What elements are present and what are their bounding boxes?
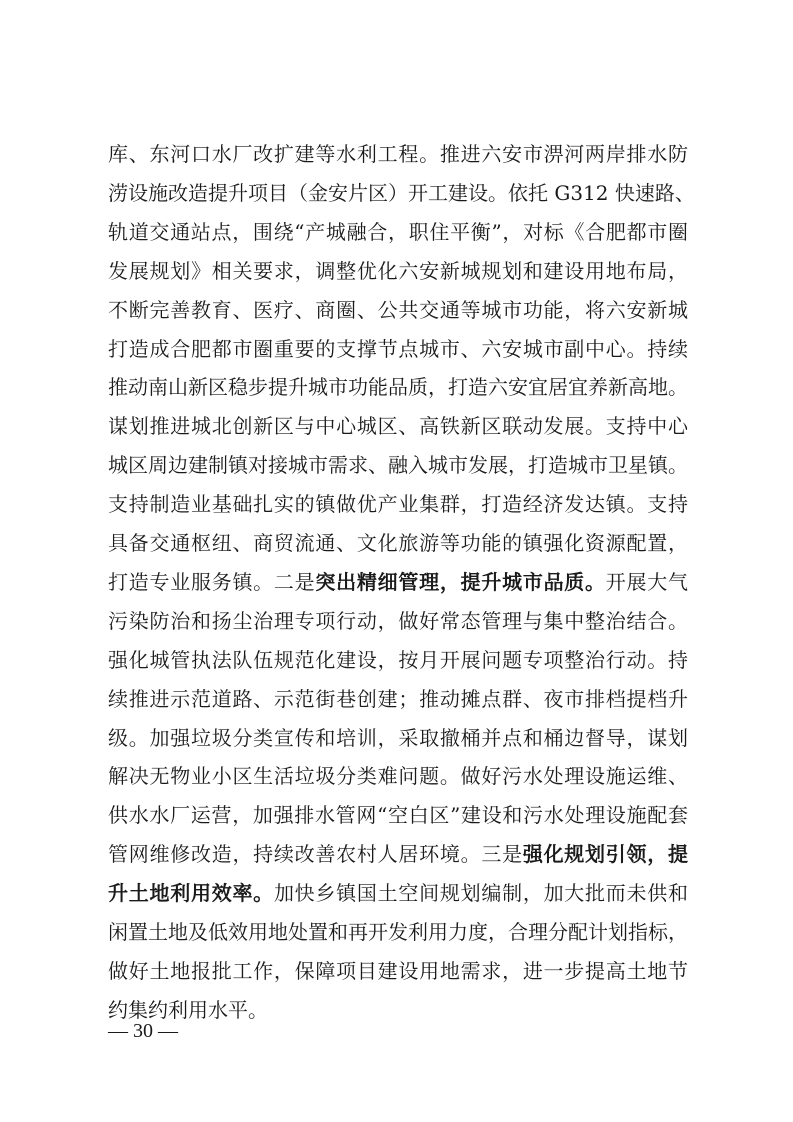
text-segment: 城区周边建制镇对接城市需求、融入城市发展，打造城市卫星镇。 xyxy=(108,453,688,478)
text-segment: 开展大气 xyxy=(605,569,689,594)
text-line xyxy=(108,840,688,868)
text-line xyxy=(108,762,688,790)
text-line xyxy=(108,373,688,401)
text-segment: 做好土地报批工作，保障项目建设用地需求，进一步提高土地节 xyxy=(108,958,688,983)
text-line xyxy=(108,918,688,946)
text-line xyxy=(108,801,688,829)
text-line xyxy=(108,879,688,907)
text-line xyxy=(108,490,688,518)
text-line xyxy=(108,451,688,479)
text-segment: 解决无物业小区生活垃圾分类难问题。做好污水处理设施运维、 xyxy=(108,764,688,789)
text-segment: 不断完善教育、医疗、商圈、公共交通等城市功能，将六安新城 xyxy=(108,297,688,322)
text-segment: 污染防治和扬尘治理专项行动，做好常态管理与集中整治结合。 xyxy=(108,608,688,633)
bold-text: 强化规划引领，提 xyxy=(522,842,689,867)
text-line xyxy=(108,996,688,1024)
text-segment: 续推进示范道路、示范街巷创建；推动摊点群、夜市排档提档升 xyxy=(108,686,688,711)
text-segment: 打造专业服务镇。二是 xyxy=(108,569,316,594)
text-segment: 轨道交通站点，围绕“产城融合，职住平衡”，对标《合肥都市圈 xyxy=(108,219,688,244)
text-line xyxy=(108,957,688,985)
text-line xyxy=(108,296,688,324)
text-line xyxy=(108,646,688,674)
text-line xyxy=(108,218,688,246)
text-line xyxy=(108,140,688,168)
text-segment: 支持制造业基础扎实的镇做优产业集群，打造经济发达镇。支持 xyxy=(108,492,688,517)
text-segment: 推动南山新区稳步提升城市功能品质，打造六安宜居宜养新高地。 xyxy=(108,375,688,400)
text-line xyxy=(108,412,688,440)
text-segment: 具备交通枢纽、商贸流通、文化旅游等功能的镇强化资源配置， xyxy=(108,531,688,555)
text-segment: 闲置土地及低效用地处置和再开发利用力度，合理分配计划指标， xyxy=(108,920,688,944)
page-number: — 30 — xyxy=(108,1020,178,1042)
text-line xyxy=(108,607,688,635)
text-segment: 约集约利用水平。 xyxy=(108,997,268,1022)
text-line xyxy=(108,724,688,752)
text-line xyxy=(108,568,688,596)
text-line xyxy=(108,257,688,285)
text-segment: 发展规划》相关要求，调整优化六安新城规划和建设用地布局， xyxy=(108,258,688,283)
bold-text: 升土地利用效率。 xyxy=(108,881,274,906)
text-segment: 库、东河口水厂改扩建等水利工程。推进六安市淠河两岸排水防 xyxy=(108,142,688,166)
text-line xyxy=(108,529,688,557)
text-segment: 供水水厂运营，加强排水管网“空白区”建设和污水处理设施配套 xyxy=(108,803,688,828)
bold-text: 突出精细管理，提升城市品质。 xyxy=(315,569,606,594)
text-segment: 管网维修改造，持续改善农村人居环境。三是 xyxy=(108,842,523,867)
text-segment: 谋划推进城北创新区与中心城区、高铁新区联动发展。支持中心 xyxy=(108,414,688,439)
text-line xyxy=(108,335,688,363)
text-line xyxy=(108,179,695,207)
text-segment: 级。加强垃圾分类宣传和培训，采取撤桶并点和桶边督导，谋划 xyxy=(108,725,688,750)
text-segment: 涝设施改造提升项目（金安片区）开工建设。依托 G312 快速路、 xyxy=(108,180,695,205)
text-segment: 打造成合肥都市圈重要的支撑节点城市、六安城市副中心。持续 xyxy=(108,336,688,361)
text-segment: 加快乡镇国土空间规划编制，加大批而未供和 xyxy=(273,881,689,906)
text-segment: 强化城管执法队伍规范化建设，按月开展问题专项整治行动。持 xyxy=(108,647,688,672)
text-line xyxy=(108,685,688,713)
